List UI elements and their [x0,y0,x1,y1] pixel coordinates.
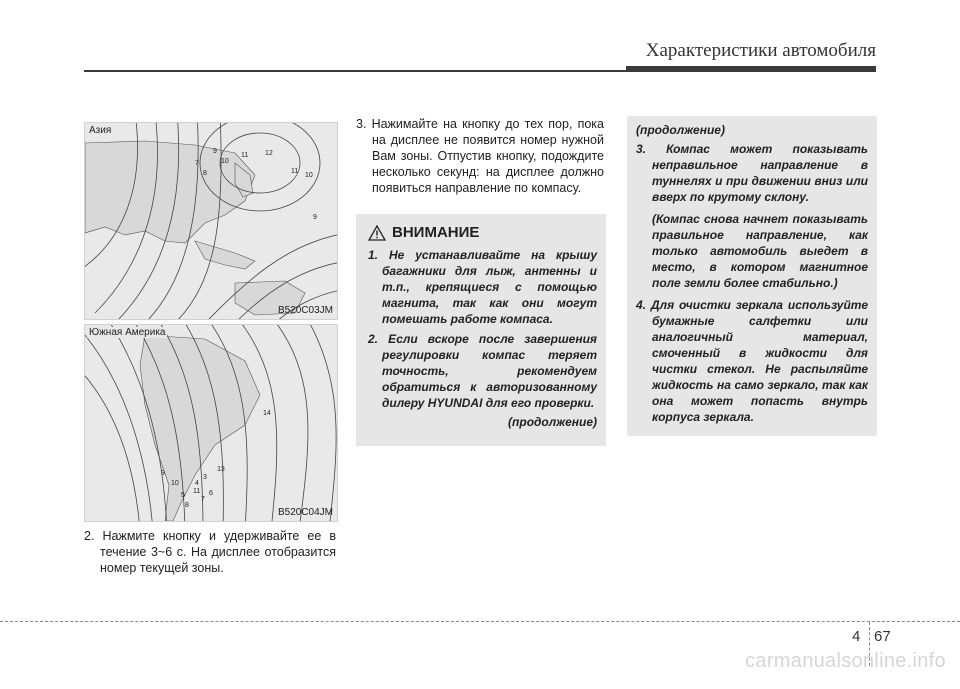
south-america-map-drawing [85,325,337,521]
page-number: 67 [874,628,891,645]
asia-zone-label: 8 [203,170,207,177]
warning-continued: (продолжение) [508,415,597,429]
asia-zone-label: 10 [305,172,313,179]
continued-heading: (продолжение) [636,123,725,137]
sa-zone-label: 4 [195,480,199,487]
page-header-title: Характеристики автомобиля [645,40,876,61]
asia-zone-label: 11 [291,168,299,175]
warning-item: 2. Если вскоре после завершения регулировки компас теряет точность, рекомендуем обратиться к авторизованному дилеру HYUNDAI для его проверки. [368,332,597,410]
asia-map-drawing [85,123,337,319]
header-rule [84,70,626,72]
sa-zone-label: 11 [193,488,201,495]
figure-caption: Южная Америка [89,327,166,338]
step-3-text: 3. Нажимайте на кнопку до тех пор, пока на дисплее не появится номер нужной Вам зоны. Отпустив кнопку, подождите несколько секунд: на дисплее должно появиться направление по компасу. [356,117,604,195]
continued-item-4: 4. Для очистки зеркала используйте бумажные салфетки или аналогичный материал, смоченный в жидкости для чистки стекол. Не распыляйте жидкость на само зеркало, так как она может попасть внутрь корпуса зеркала. [636,298,868,424]
warning-box [356,214,606,446]
figure-caption: Азия [89,125,112,136]
asia-zone-label: 11 [241,152,249,159]
header-bar [626,66,876,72]
sa-zone-label: 8 [185,502,189,509]
continued-box [627,116,877,436]
asia-zone-map [84,122,338,320]
figure-code: B520C03JM [277,305,333,316]
footer-rule [0,621,960,622]
sa-zone-label: 13 [217,466,225,473]
south-america-zone-map [84,324,338,522]
sa-zone-label: 7 [201,496,205,503]
sa-zone-label: 14 [263,410,271,417]
warning-heading [368,224,597,241]
sa-zone-label: 3 [203,474,207,481]
chapter-number: 4 [852,628,861,645]
step-2-text: 2. Нажмите кнопку и удерживайте ее в течение 3~6 с. На дисплее отобразится номер текущей зоны. [84,529,336,575]
asia-zone-label: 7 [195,160,199,167]
asia-zone-label: 12 [265,150,273,157]
figure-code: B520C04JM [277,507,333,518]
asia-zone-label: 9 [213,148,217,155]
sa-zone-label: 5 [181,492,185,499]
continued-item-3: 3. Компас может показывать неправильное направление в туннелях и при движении вниз или вверх по крутому склону. [636,142,868,204]
sa-zone-label: 6 [209,490,213,497]
asia-zone-label: 10 [221,158,229,165]
sa-zone-label: 9 [161,470,165,477]
sa-zone-label: 10 [171,480,179,487]
warning-triangle-icon [368,225,386,241]
warning-title: ВНИМАНИЕ [392,224,480,241]
continued-note-3: (Компас снова начнет показывать правильное направление, как только автомобиль выедет в место, в котором магнитное поле земли более стабильно.) [652,212,868,290]
watermark-text[interactable]: carmanualsonline.info [745,650,946,672]
asia-zone-label: 9 [313,214,317,221]
warning-item: 1. Не устанавливайте на крышу багажники для лыж, антенны и т.п., крепящиеся с помощью магнита, так как они могут помешать работе компаса. [368,248,597,326]
